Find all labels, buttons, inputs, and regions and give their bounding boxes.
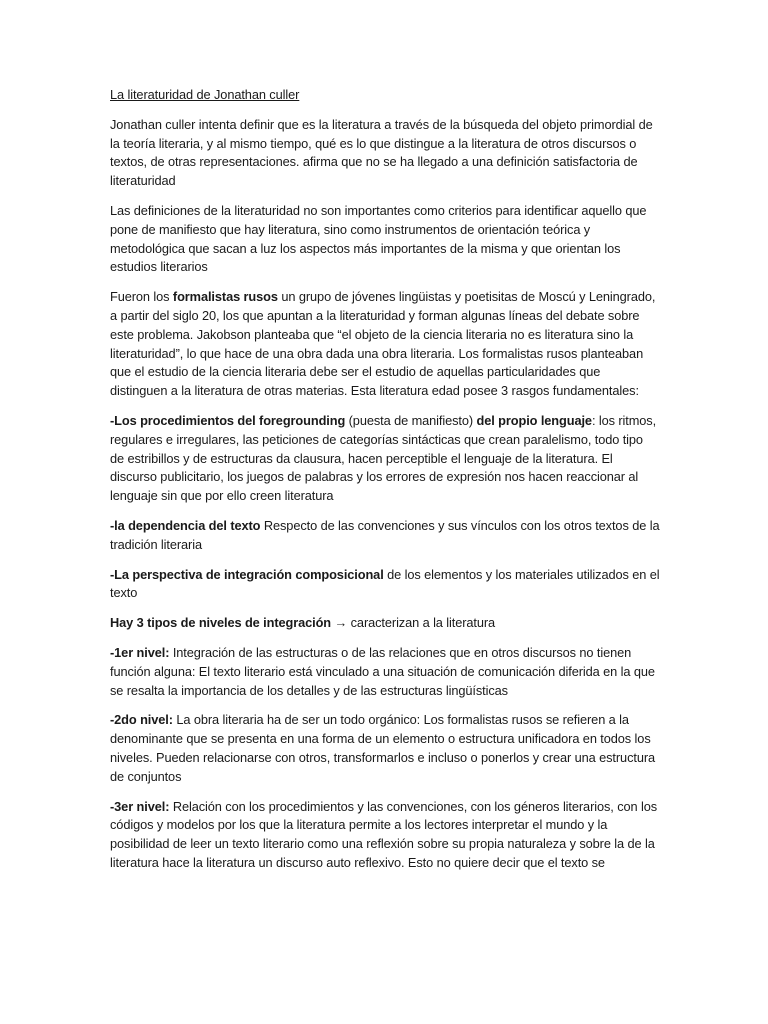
paragraph-nivel-3 [110, 798, 660, 873]
perspectiva-bold: -La perspectiva de integración composicional [110, 566, 384, 582]
propio-lenguaje-bold: del propio lenguaje [476, 412, 592, 428]
paragraph-definitions-text: Las definiciones de la literaturidad no son importantes como criterios para identificar aquello que pone de manifiesto que hay literatura, sino como instrumentos de orientación teórica y metodológica que sacan a luz los aspectos más importantes de la misma y que orientan los estudios literarios [110, 202, 647, 275]
paragraph-intro-text: Jonathan culler intenta definir que es la literatura a través de la búsqueda del objeto primordial de la teoría literaria, y al mismo tiempo, qué es lo que distingue a la literatura de otros discursos o textos, de otras representaciones. afirma que no se ha llegado a una definición satisfactoria de literaturidad [110, 116, 653, 189]
paragraph-intro [110, 116, 660, 191]
paragraph-formalistas [110, 288, 660, 401]
formalistas-rusos-bold: formalistas rusos [172, 289, 278, 305]
nivel-3-bold: -3er nivel: [110, 798, 170, 814]
perspectiva-text: de los elementos y los materiales utilizados en el texto [110, 566, 660, 601]
paragraph-nivel-2 [110, 711, 660, 786]
formalistas-text-a: Fueron los [110, 289, 173, 305]
foregrounding-bold: -Los procedimientos del foregrounding [110, 412, 346, 428]
niveles-bold: Hay 3 tipos de niveles de integración [110, 615, 332, 631]
dependencia-bold: -la dependencia del texto [110, 517, 261, 533]
nivel-1-bold: -1er nivel: [110, 644, 170, 660]
paragraph-foregrounding [110, 412, 660, 506]
nivel-2-text: La obra literaria ha de ser un todo orgánico: Los formalistas rusos se refieren a la denominante que se presenta en una forma de un elemento o estructura unificadora en todos los niveles. Pueden relacionarse con otros, transformarlos e incluso o ponerlos y crear una estructura de conjuntos [110, 712, 656, 784]
nivel-1-text: Integración de las estructuras o de las relaciones que en otros discursos no tienen función alguna: El texto literario está vinculado a una situación de comunicación diferida en la que se resalta la importancia de los detalles y de las estructuras lingüísticas [110, 644, 655, 698]
document-page [110, 86, 660, 884]
foregrounding-text: : los ritmos, regulares e irregulares, las peticiones de categorías sintácticas que crean paralelismo, todo tipo de estribillos y de estructuras da clausura, hacen perceptible el lenguaje de la literatura. El discurso publicitario, los juegos de palabras y los errores de expresión nos hacen reaccionar al lenguaje sin que por ello creen literatura [110, 412, 657, 504]
document-title: La literaturidad de Jonathan culler [110, 87, 300, 102]
paragraph-dependencia [110, 517, 660, 555]
nivel-2-bold: -2do nivel: [110, 712, 173, 728]
foregrounding-paren: (puesta de manifiesto) [345, 412, 477, 428]
paragraph-definitions [110, 202, 660, 277]
niveles-text: → caracterizan a la literatura [331, 615, 496, 631]
paragraph-niveles [110, 614, 660, 633]
nivel-3-text: Relación con los procedimientos y las convenciones, con los géneros literarios, con los códigos y modelos por los que la literatura permite a los lectores interpretar el mundo y la posibilidad de leer un texto literario como una reflexión sobre su propia naturaleza y sobre la de la literatura hace la literatura un discurso auto reflexivo. Esto no quiere decir que el texto se [110, 798, 658, 870]
formalistas-text-c: un grupo de jóvenes lingüistas y poetisitas de Moscú y Leningrado, a partir del siglo 20, los que apuntan a la literaturidad y forman algunas líneas del debate sobre este problema. Jakobson planteaba que “el objeto de la ciencia literaria no es literatura sino la literaturidad”, lo que hace de una obra dada una obra literaria. Los formalistas rusos planteaban que el estudio de la ciencia literaria debe ser el estudio de aquellas particularidades que distinguen a la literatura de otras materias. Esta literatura edad posee 3 rasgos fundamentales: [110, 289, 656, 399]
paragraph-nivel-1 [110, 644, 660, 700]
paragraph-perspectiva [110, 566, 660, 604]
dependencia-text: Respecto de las convenciones y sus vínculos con los otros textos de la tradición literaria [110, 517, 660, 552]
